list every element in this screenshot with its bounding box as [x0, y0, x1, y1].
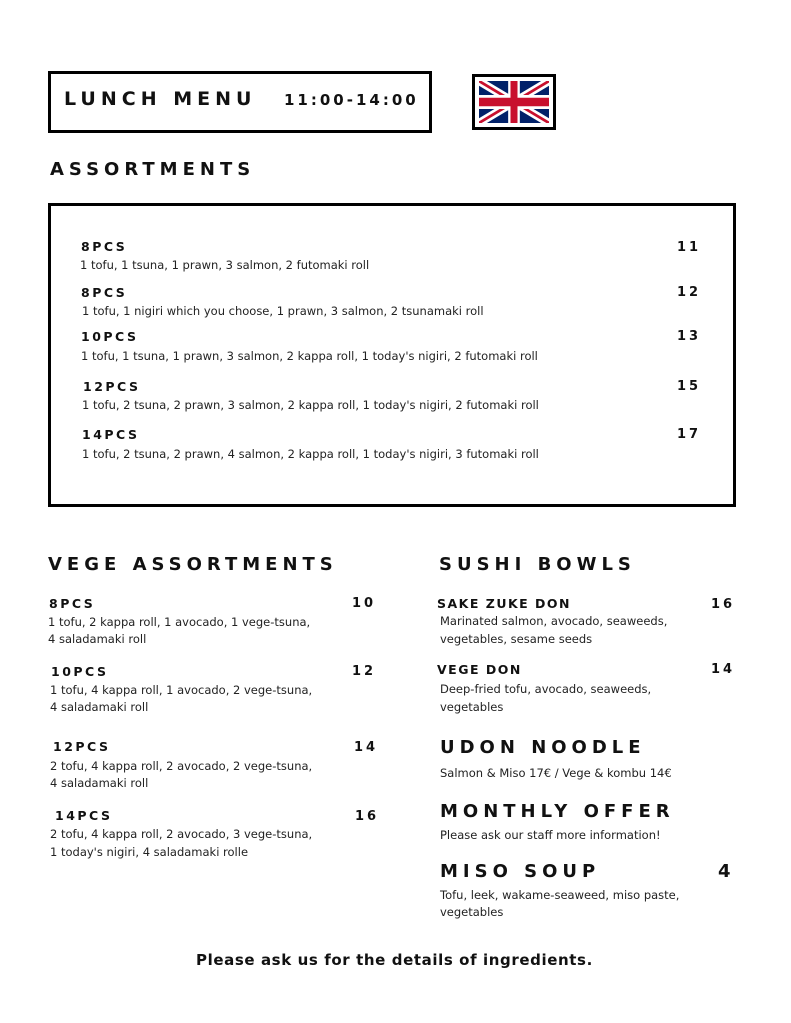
bowl-item-desc: vegetables, sesame seeds — [440, 632, 593, 646]
assortment-item-name: 12PCS — [83, 379, 141, 394]
vege-item-desc: 4 saladamaki roll — [48, 632, 147, 646]
assortment-item-price: 13 — [677, 329, 702, 344]
vege-item-desc: 1 tofu, 2 kappa roll, 1 avocado, 1 vege-tsuna, — [48, 615, 311, 629]
uk-flag-icon — [472, 74, 556, 130]
assortment-item-desc: 1 tofu, 1 nigiri which you choose, 1 prawn, 3 salmon, 2 tsunamaki roll — [82, 304, 484, 318]
vege-item-desc: 1 tofu, 4 kappa roll, 1 avocado, 2 vege-tsuna, — [50, 683, 313, 697]
assortments-title: ASSORTMENTS — [50, 159, 256, 180]
assortment-item-desc: 1 tofu, 2 tsuna, 2 prawn, 3 salmon, 2 kappa roll, 1 today's nigiri, 2 futomaki roll — [82, 398, 539, 412]
assortment-item-name: 14PCS — [82, 427, 140, 442]
vege-item-desc: 4 saladamaki roll — [50, 776, 149, 790]
miso-soup-title: MISO SOUP — [440, 861, 601, 882]
assortment-item-price: 12 — [677, 285, 702, 300]
miso-soup-price: 4 — [718, 861, 736, 882]
assortment-item-desc: 1 tofu, 1 tsuna, 1 prawn, 3 salmon, 2 kappa roll, 1 today's nigiri, 2 futomaki roll — [81, 349, 538, 363]
vege-assortments-title: VEGE ASSORTMENTS — [48, 554, 338, 575]
ingredients-note: Please ask us for the details of ingredients. — [196, 951, 593, 969]
vege-item-desc: 1 today's nigiri, 4 saladamaki rolle — [50, 845, 249, 859]
assortment-item-price: 15 — [677, 379, 702, 394]
assortment-item-name: 10PCS — [81, 329, 139, 344]
bowl-item-desc: vegetables — [440, 700, 504, 714]
bowl-item-desc: Deep-fried tofu, avocado, seaweeds, — [440, 682, 652, 696]
assortment-item-desc: 1 tofu, 2 tsuna, 2 prawn, 4 salmon, 2 kappa roll, 1 today's nigiri, 3 futomaki roll — [82, 447, 539, 461]
assortment-item-price: 11 — [677, 240, 702, 255]
vege-item-name: 12PCS — [53, 739, 111, 754]
assortment-item-price: 17 — [677, 427, 702, 442]
miso-soup-desc: vegetables — [440, 905, 504, 919]
bowl-item-price: 14 — [711, 662, 736, 677]
vege-item-name: 10PCS — [51, 664, 109, 679]
monthly-offer-title: MONTHLY OFFER — [440, 801, 675, 822]
bowl-item-name: VEGE DON — [437, 662, 522, 677]
miso-soup-desc: Tofu, leek, wakame-seaweed, miso paste, — [440, 888, 680, 902]
bowl-item-price: 16 — [711, 597, 736, 612]
bowl-item-desc: Marinated salmon, avocado, seaweeds, — [440, 614, 668, 628]
menu-title: LUNCH MENU — [64, 88, 257, 110]
monthly-offer-desc: Please ask our staff more information! — [440, 828, 661, 842]
vege-item-desc: 2 tofu, 4 kappa roll, 2 avocado, 2 vege-tsuna, — [50, 759, 313, 773]
udon-title: UDON NOODLE — [440, 737, 646, 758]
vege-item-price: 14 — [354, 740, 379, 755]
udon-desc: Salmon & Miso 17€ / Vege & kombu 14€ — [440, 766, 672, 780]
vege-item-price: 16 — [355, 809, 380, 824]
menu-hours: 11:00-14:00 — [284, 91, 419, 109]
vege-item-price: 12 — [352, 664, 377, 679]
bowl-item-name: SAKE ZUKE DON — [437, 596, 572, 611]
vege-item-desc: 2 tofu, 4 kappa roll, 2 avocado, 3 vege-tsuna, — [50, 827, 313, 841]
vege-item-name: 14PCS — [55, 808, 113, 823]
vege-item-price: 10 — [352, 596, 377, 611]
vege-item-name: 8PCS — [49, 596, 96, 611]
assortment-item-name: 8PCS — [81, 285, 128, 300]
sushi-bowls-title: SUSHI BOWLS — [439, 554, 636, 575]
assortment-item-name: 8PCS — [81, 239, 128, 254]
vege-item-desc: 4 saladamaki roll — [50, 700, 149, 714]
assortment-item-desc: 1 tofu, 1 tsuna, 1 prawn, 3 salmon, 2 futomaki roll — [80, 258, 370, 272]
